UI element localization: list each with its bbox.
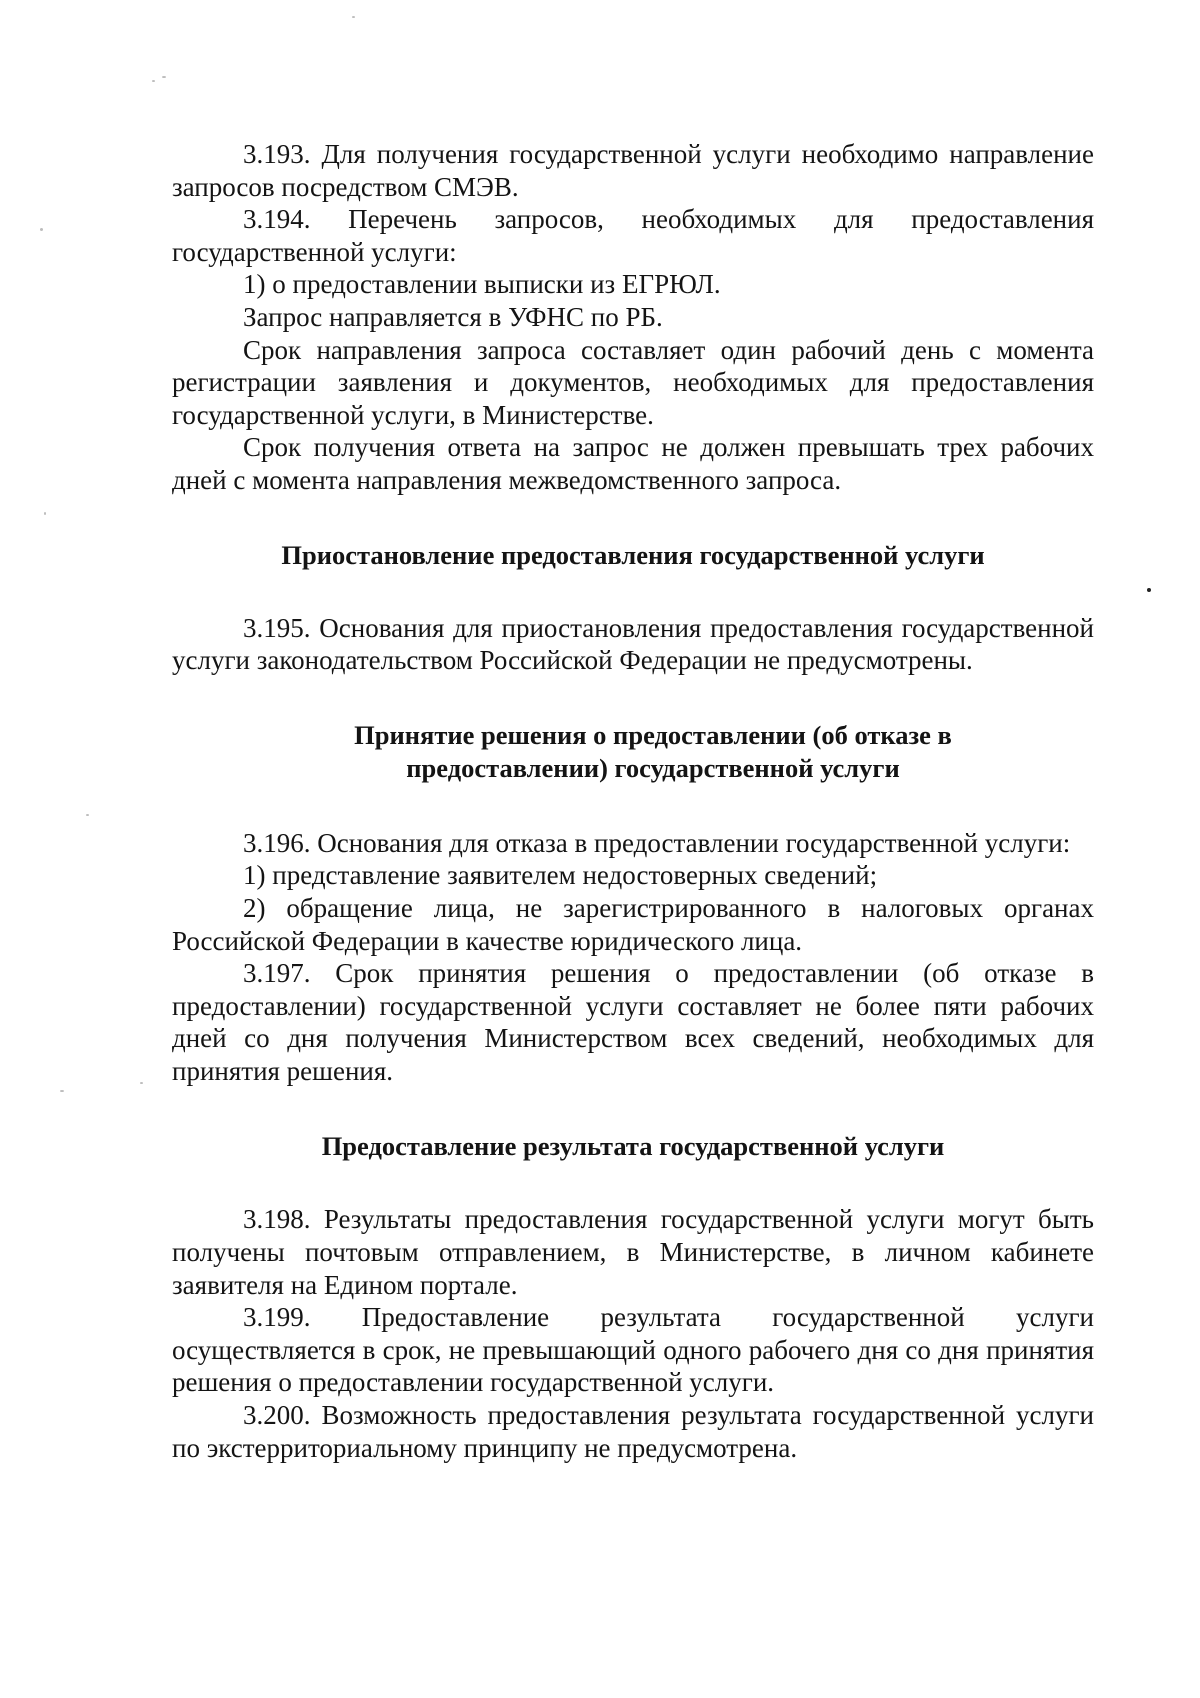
list-item-3-194-1: 1) о предоставлении выписки из ЕГРЮЛ.: [243, 269, 721, 300]
scan-speck: [60, 1090, 64, 1092]
scan-speck: [352, 16, 355, 18]
paragraph-3-200: 3.200. Возможность предоставления результата государственной услуги по экстерриториальному принципу не предусмотрена.: [172, 1400, 1094, 1463]
scan-speck: [140, 1082, 143, 1084]
paragraph-3-197: 3.197. Срок принятия решения о предоставлении (об отказе в предоставлении) государственной услуги составляет не более пяти рабочих дней со дня получения Министерством всех сведений, необходимых для принятия решения.: [172, 958, 1094, 1086]
paragraph-3-193: 3.193. Для получения государственной услуги необходимо направление запросов посредством СМЭВ.: [172, 139, 1094, 202]
document-body: [172, 138, 1094, 1464]
paragraph-3-199: 3.199. Предоставление результата государственной услуги осуществляется в срок, не превышающий одного рабочего дня со дня принятия решения о предоставлении государственной услуги.: [172, 1302, 1094, 1398]
scan-dot: [1147, 588, 1151, 592]
section-heading-suspension: Приостановление предоставления государственной услуги: [281, 539, 985, 570]
list-item-3-196-2: 2) обращение лица, не зарегистрированного в налоговых органах Российской Федерации в качестве юридического лица.: [172, 892, 1094, 956]
paragraph-3-195: 3.195. Основания для приостановления предоставления государственной услуги законодательством Российской Федерации не предусмотрены.: [172, 612, 1094, 676]
section-heading-result: Предоставление результата государственной услуги: [321, 1131, 945, 1162]
paragraph-3-196: 3.196. Основания для отказа в предоставлении государственной услуги:: [243, 827, 1071, 858]
paragraph-request-recipient: Запрос направляется в УФНС по РБ.: [243, 301, 663, 332]
paragraph-request-send-term: Срок направления запроса составляет один рабочий день с момента регистрации заявления и документов, необходимых для предоставления государственной услуги, в Министерстве.: [172, 334, 1094, 430]
scan-speck: [44, 512, 46, 515]
scan-speck: [162, 76, 166, 78]
scan-speck: [152, 80, 155, 82]
scan-speck: [86, 814, 89, 816]
scan-speck: [40, 228, 43, 231]
section-heading-decision: [172, 719, 1094, 785]
section-heading-decision-line2: предоставлении) государственной услуги: [406, 752, 900, 783]
section-heading-decision-line1: Принятие решения о предоставлении (об отказе в: [354, 719, 952, 750]
paragraph-3-194: 3.194. Перечень запросов, необходимых для предоставления государственной услуги:: [172, 204, 1094, 267]
list-item-3-196-1: 1) представление заявителем недостоверных сведений;: [243, 860, 878, 891]
paragraph-request-reply-term: Срок получения ответа на запрос не должен превышать трех рабочих дней с момента направления межведомственного запроса.: [172, 432, 1094, 495]
paragraph-3-198: 3.198. Результаты предоставления государственной услуги могут быть получены почтовым отправлением, в Министерстве, в личном кабинете заявителя на Едином портале.: [172, 1204, 1094, 1300]
